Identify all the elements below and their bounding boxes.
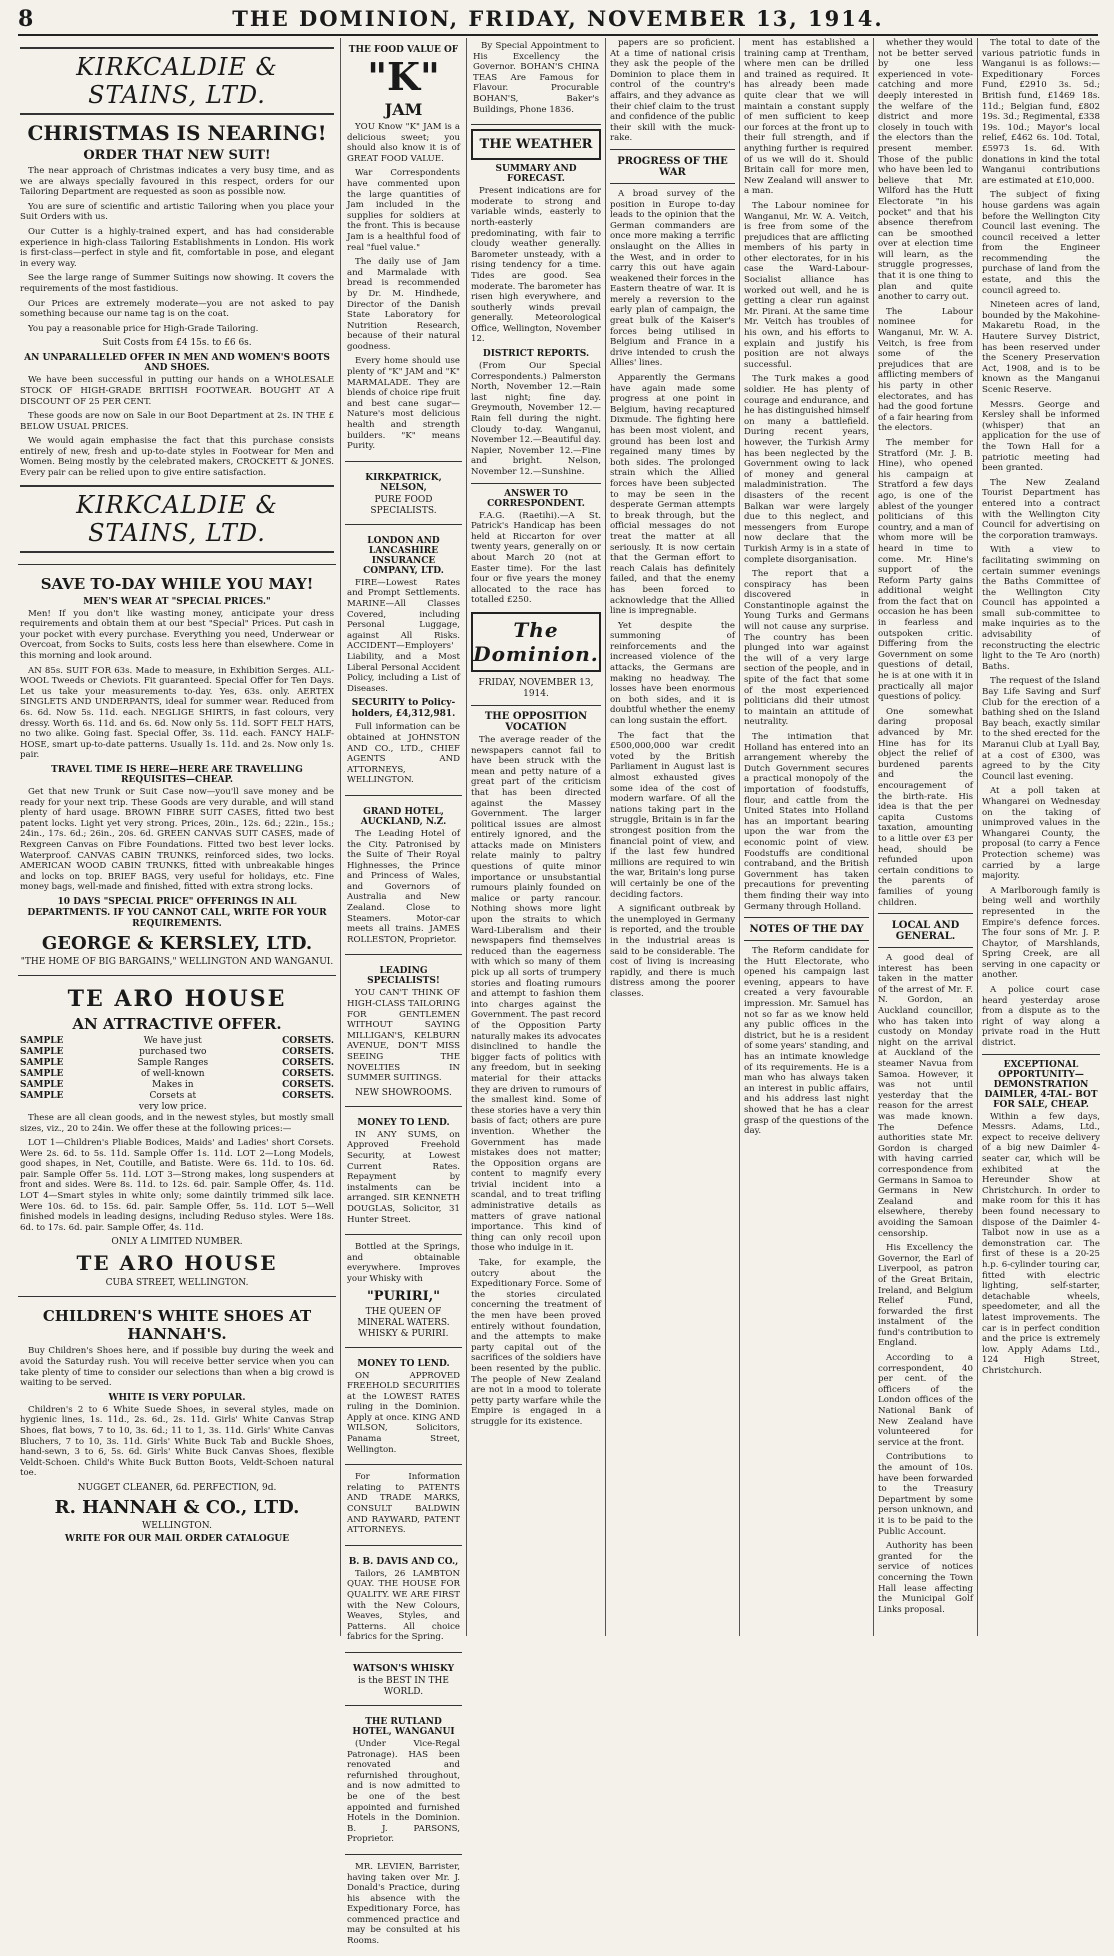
corsets-left xyxy=(20,1036,63,1113)
article-body: Contributions to the amount of 10s. have been forwarded to the Treasury Department by some person unknown, and it is to be paid to the Public Account. xyxy=(878,1452,973,1537)
article-body: A Marlborough family is being well and worthily represented in the Empire's defence forces. The four sons of Mr. J. P. Chaytor, of Marshlands, Spring Creek, are all serving in one capacity or another. xyxy=(982,885,1100,981)
ad-body: ON APPROVED FREEHOLD SECURITIES at the LOWEST RATES ruling in the Dominion. Apply at once. KING AND WILSON, Solicitors, Panama Street, Wellington. xyxy=(347,1370,460,1455)
ad-brand: GEORGE & KERSLEY, LTD. xyxy=(41,932,313,954)
divider xyxy=(471,705,601,706)
article-body: The member for Stratford (Mr. J. B. Hine), who opened his campaign at Stratford a few days ago, is one of the ablest of the younger politicians of this country, and a man of whom more will be heard in time to come. Mr. Hine's support of the Reform Party gains additional weight from the fact that on occasion he has been in fearless and outspoken critic. Differing from the Government on some questions of detail, he is at one with it in practically all major questions of policy. xyxy=(878,437,973,703)
weather-box xyxy=(471,129,601,160)
divider xyxy=(878,947,973,948)
article-body: The Labour nominee for Wanganui, Mr. W. A. Veitch, is free from some of the prejudices that are afflicting members of his party in other electorates, and has had the good fortune of a fair hearing from the electors. xyxy=(878,306,973,434)
ad-body: By Special Appointment to His Excellency the Governor. BOHAN'S CHINA TEAS Are Famous for Flavour. Procurable BOHAN'S, Baker's Buildings, Phone 1836. xyxy=(473,41,599,115)
ad-body: Full information can be obtained at JOHNSTON AND CO., LTD., CHIEF AGENTS AND ATTORNEYS, WELLINGTON. xyxy=(347,722,460,786)
ad-body: These are all clean goods, and in the newest styles, but mostly small sizes, viz., 20 to 24in. We offer these at the following prices:— xyxy=(20,1112,334,1134)
ad-headline: LEADING SPECIALISTS! xyxy=(367,966,440,987)
ad-headline: GRAND HOTEL, AUCKLAND, N.Z. xyxy=(360,806,447,827)
ad-brand-sub: "THE HOME OF BIG BARGAINS," WELLINGTON AND WANGANUI. xyxy=(20,956,334,967)
corset-label: CORSETS. xyxy=(282,1090,334,1101)
corset-label: SAMPLE xyxy=(20,1046,64,1057)
ad-brand: R. HANNAH & CO., LTD. xyxy=(54,1496,300,1518)
column-2 xyxy=(345,38,462,1947)
ad-body: (Under Vice-Regal Patronage). HAS been renovated and refurnished throughout, and is now admitted to be one of the best appointed and furnished Hotels in the Dominion. B. J. PARSONS, Proprietor. xyxy=(347,1738,460,1845)
corset-text: Makes in xyxy=(152,1079,194,1090)
column-rule xyxy=(466,38,467,1636)
section-subheading: DISTRICT REPORTS. xyxy=(482,349,590,360)
ad-headline: MONEY TO LEND. xyxy=(357,1117,450,1128)
ad-body: You pay a reasonable price for High-Grade Tailoring. xyxy=(28,323,259,334)
ad-brand: TE ARO HOUSE xyxy=(67,985,287,1012)
ad-brand: KIRKCALDIE & STAINS, LTD. xyxy=(20,485,334,553)
article-body: The New Zealand Tourist Department has entered into a contract with the Wellington City Council for advertising on the corporation tramways. xyxy=(982,477,1100,541)
column-rule xyxy=(605,38,606,1636)
article-heading: LOCAL AND GENERAL. xyxy=(891,920,960,943)
article-body: The subject of fixing house gardens was again before the Wellington City Council last evening. The council received a letter from the Engineer recommending the purchase of land from the estate, and this the council agreed to. xyxy=(982,190,1100,296)
corsets-right xyxy=(282,1036,334,1113)
ad-brand: TE ARO HOUSE xyxy=(76,1251,278,1276)
ad-levien xyxy=(345,1859,462,1956)
ad-brand-sub: THE QUEEN OF MINERAL WATERS. WHISKY & PURIRI. xyxy=(357,1306,450,1339)
column-5 xyxy=(744,38,869,1636)
ad-headline: THE FOOD VALUE OF xyxy=(348,45,459,55)
ad-items: AN 85s. SUIT FOR 63s. Made to measure, in Exhibition Serges. ALL-WOOL Tweeds or Cheviots. Fit guaranteed. Special Offer for Ten Days. Let us take your measurements to-day. Yes, 63s. only. AERTEX SINGLETS AND UNDERPANTS, ideal for summer wear. Reduced from 6s. 6d. Now 5s. 11d. each. NEGLIGE SHIRTS, in fast colours, very dressy. Worth 6s. 11d. and 6s. 6d. Now only 5s. 11d. SOFT FELT HATS, no two alike. Going fast. Special Offer, 3s. 11d. each. FANCY HALF-HOSE, smart up-to-date patterns. Usually 1s. 11d. and 2s. Now only 1s. pair. xyxy=(20,665,334,761)
article-body: According to a correspondent, 40 per cent. of the officers of the London offices of the National Bank of New Zealand have volunteered for service at the front. xyxy=(878,1353,973,1448)
ad-address: CUBA STREET, WELLINGTON. xyxy=(105,1278,249,1289)
ad-kirkpatrick xyxy=(345,466,462,525)
corset-text: of well-known xyxy=(140,1068,205,1079)
ad-watson xyxy=(345,1657,462,1706)
ad-hannah xyxy=(18,1301,336,1552)
section-heading: THE WEATHER xyxy=(479,137,593,153)
ad-money-douglas xyxy=(345,1111,462,1235)
dominion-nameplate: The Dominion. xyxy=(471,612,601,672)
column-3 xyxy=(471,38,601,1636)
article-body: The request of the Island Bay Life Saving and Surf Club for the erection of a bathing shed on the Island Bay beach, exactly similar to the shed erected for the Maranui Club at Lyall Bay, at a cost of £300, was agreed to by the City Council last evening. xyxy=(982,676,1100,782)
ad-items: Get that new Trunk or Suit Case now—you'll save money and be ready for your next trip. These Goods are very durable, and will stand plenty of hard usage. BROWN FIBRE SUIT CASES, fitted two best patent locks. Light yet very strong. Prices, 20in., 12s. 6d.; 22in., 15s.; 24in., 17s. 6d.; 26in., 20s. 6d. GREEN CANVAS SUIT CASES, made of Rexgreen Canvas on Fibre Foundations. Fitted two best lever locks. Waterproof. CANVAS CABIN TRUNKS, reinforced sides, two locks. AMERICAN WOOD CABIN TRUNKS, fitted with unbreakable hinges and locks on top. BRIEF BAGS, very useful for holidays, etc. Fine money bags, well-made and finished, fitted with extra strong locks. xyxy=(20,786,334,893)
ad-milligan xyxy=(345,959,462,1106)
ad-headline: B. B. DAVIS AND CO., xyxy=(348,1556,459,1567)
article-body: (From Our Special Correspondents.) Palmerston North, November 12.—Rain last night; fine day. Greymouth, November 12.—Rain fell during the night. Cloudy to-day. Wanganui, November 12.—Beautiful day. Napier, November 12.—Fine and bright. Nelson, November 12.—Sunshine. xyxy=(471,361,601,477)
newspaper-title: THE DOMINION, FRIDAY, NOVEMBER 13, 1914. xyxy=(232,6,884,31)
ad-grand-hotel xyxy=(345,800,462,956)
article-body: A good deal of interest has been taken in the matter of the arrest of Mr. F. N. Gordon, an Auckland councillor, who has taken into custody on Monday night on the arrival at Auckland of the steamer Navua from Samoa. However, it was not until yesterday that the reason for the arrest was made known. The Defence authorities state Mr. Gordon is charged with having carried correspondence from Germans in Samoa to Germans in New Zealand and elsewhere, thereby avoiding the Samoan censorship. xyxy=(878,953,973,1239)
section-subheading: SUMMARY AND FORECAST. xyxy=(495,164,577,185)
corset-label: SAMPLE xyxy=(20,1057,64,1068)
article-body: The average reader of the newspapers cannot fail to have been struck with the mean and petty nature of a great part of the criticism that has been directed against the Massey Government. The larger political issues are almost entirely ignored, and the attacks made on Ministers relate mainly to paltry questions of quite minor importance or unsubstantial rumours plainly founded on malice or party rancour. Nothing shows more light upon the straits to which Ward-Liberalism and their newspapers find themselves reduced than the eagerness with which so many of them pick up all sorts of trumpery stories and floating rumours and attempt to fashion them into charges against the Government. The past record of the Opposition Party naturally makes its advocates disinclined to handle the bigger facts of politics with any freedom, but in seeking material for their attacks they are driven to rumours of the smallest kind. Some of these stories have a very thin basis of fact; others are pure invention. Whether the Government has made mistakes does not matter; the Opposition organs are content to magnify every trivial incident into a scandal, and to treat trifling administrative details as matters of grave national importance. This kind of thing can only recoil upon those who indulge in it. xyxy=(471,734,601,1254)
ad-note: WRITE FOR OUR MAIL ORDER CATALOGUE xyxy=(64,1533,290,1544)
ad-subhead: TRAVEL TIME IS HERE—HERE ARE TRAVELLING REQUISITES—CHEAP. xyxy=(51,764,303,785)
divider xyxy=(744,940,869,941)
ad-puriri xyxy=(345,1239,462,1347)
article-body: F.A.G. (Raetihi).—A St. Patrick's Handicap has been held at Riccarton for over twenty years, generally on or about March 20 (not at Easter time). For the last four or five years the money allocated to the race has totalled £250. xyxy=(471,510,601,606)
divider xyxy=(610,149,735,150)
ad-body: See the large range of Summer Suitings now showing. It covers the requirements of the most fastidious. xyxy=(20,273,334,294)
divider xyxy=(982,1054,1100,1055)
column-7 xyxy=(982,38,1100,1636)
ad-subhead: WHITE IS VERY POPULAR. xyxy=(108,1392,246,1403)
ad-headline: KIRKPATRICK, NELSON, xyxy=(365,472,442,493)
article-body: Present indications are for moderate to strong and variable winds, easterly to north-easterly predominating, with fair to cloudy weather generally. Barometer unsteady, with a rising tendency for a time. Tides are good. Sea moderate. The barometer has risen high everywhere, and southerly winds prevail generally. Meteorological Office, Wellington, November 12. xyxy=(471,186,601,345)
ad-body: Within a few days, Messrs. Adams, Ltd., expect to receive delivery of a big new Daimler 4-seater car, which will be exhibited at the Hereunder Show at Christchurch. In order to make room for this it has been found necessary to dispose of the Daimler 4-Talbot now in use as a demonstration car. The first of these is a 20-25 h.p. 6-cylinder touring car, fitted with electric lighting, self-starter, detachable wheels, speedometer, and all the latest improvements. The car is in perfect condition and the price is extremely low. Apply Adams Ltd., 124 High Street, Christchurch. xyxy=(982,1111,1100,1376)
masthead xyxy=(18,4,1098,36)
ad-money-king-wilson xyxy=(345,1352,462,1466)
editorial-heading: THE OPPOSITION VOCATION xyxy=(484,710,588,733)
ad-te-aro-house xyxy=(18,980,336,1298)
ad-headline: CHRISTMAS IS NEARING! xyxy=(27,121,327,145)
ad-body: We would again emphasise the fact that this purchase consists entirely of new, fresh and up-to-date styles in Footwear for Men and Women. Being mostly by the celebrated makers, CROCKETT & JONES. Every pair can be relied upon to give entire satisfaction. xyxy=(20,436,334,479)
ad-body: We have been successful in putting our hands on a WHOLESALE STOCK OF HIGH-GRADE BRITISH FOOTWEAR. BOUGHT AT A DISCOUNT OF 25 PER CENT. xyxy=(20,375,334,407)
ad-note: SECURITY to Policy-holders, £4,312,981. xyxy=(351,698,456,720)
ad-brand: "PURIRI," xyxy=(367,1288,440,1304)
ad-body: These goods are now on Sale in our Boot Department at 2s. IN THE £ BELOW USUAL PRICES. xyxy=(20,411,334,432)
ad-body: The near approach of Christmas indicates a very busy time, and as we are always specially favoured in this respect, orders for our Tailoring Department are requested as soon as possible now. xyxy=(20,166,334,198)
column-rule xyxy=(340,38,341,1636)
ad-brand: JAM xyxy=(384,100,423,119)
article-body: The intimation that Holland has entered into an arrangement whereby the Dutch Government secures a practical monopoly of the importation of foodstuffs, flour, and cattle from the United States into Holland has an important bearing upon the war from the economic point of view. Foodstuffs are conditional contraband, and the British Government has taken precautions for preventing them finding their way into Germany through Holland. xyxy=(744,732,869,912)
ad-london-lancashire xyxy=(345,529,462,796)
corset-text: We have just xyxy=(143,1035,202,1046)
corset-label: SAMPLE xyxy=(20,1068,64,1079)
corset-text: purchased two xyxy=(139,1046,207,1057)
article-body: At a poll taken at Whangarei on Wednesday on the taking of unimproved values in the Whangarei County, the proposal (to carry a Fence Protection scheme) was carried by a large majority. xyxy=(982,786,1100,882)
divider xyxy=(471,483,601,484)
article-body: The fact that the £500,000,000 war credit voted by the British Parliament in August last is almost exhausted gives some idea of the cost of modern warfare. Of all the nations taking part in the struggle, Britain is in far the strongest position from the financial point of view, and if the last few hundred millions are required to win the war, Britain's long purse will certainly be one of the deciding factors. xyxy=(610,730,735,900)
ad-body: You are sure of scientific and artistic Tailoring when you place your Suit Orders with us. xyxy=(20,201,334,223)
ad-headline: EXCEPTIONAL OPPORTUNITY—DEMONSTRATION DAIMLER, 4-TAL- BOT FOR SALE, CHEAP. xyxy=(984,1059,1098,1110)
corset-text: very low price. xyxy=(138,1101,207,1112)
column-6 xyxy=(878,38,973,1636)
ad-price: Suit Costs from £4 15s. to £6 6s. xyxy=(102,338,252,349)
corset-text: Sample Ranges xyxy=(137,1057,209,1068)
article-body: whether they would not be better served by one less experienced in vote-catching and more deeply interested in the welfare of the district and more closely in touch with the electors than the present member. Those of the public who have been led to believe that Mr. Wilford has the Hutt Electorate "in his pocket" and that his absence therefrom can be smoothed over at election time will learn, as the struggle progresses, that it is one thing to plan and quite another to carry out. xyxy=(878,38,973,303)
ad-headline: MONEY TO LEND. xyxy=(357,1358,450,1369)
ad-davis xyxy=(345,1550,462,1653)
article-heading: NOTES OF THE DAY xyxy=(749,924,864,936)
column-4 xyxy=(610,38,735,1636)
corset-label: CORSETS. xyxy=(282,1035,334,1046)
ad-big-letter: "K" xyxy=(367,54,440,99)
ad-headline: WATSON'S WHISKY xyxy=(353,1663,454,1674)
ad-note: NEW SHOWROOMS. xyxy=(355,1087,452,1098)
article-body: A significant outbreak by the unemployed in Germany is reported, and the trouble in the industrial areas is said to be considerable. The cost of living is increasing rapidly, and there is much distress among the poorer classes. xyxy=(610,904,735,999)
ad-body: Every home should use plenty of "K" JAM and "K" MARMALADE. They are blends of choice ripe fruit and best cane sugar—Nature's most delicious health and strength builders. "K" means Purity. xyxy=(347,356,460,452)
ad-body: IN ANY SUMS, on Approved Freehold Security, at Lowest Current Rates. Repayment by instalments can be arranged. SIR KENNETH DOUGLAS, Solicitor, 31 Hunter Street. xyxy=(347,1129,460,1225)
edition-date: FRIDAY, NOVEMBER 13, 1914. xyxy=(478,677,594,699)
ad-headline: LONDON AND LANCASHIRE INSURANCE COMPANY, LTD. xyxy=(363,535,444,576)
column-rule xyxy=(977,38,978,1636)
ad-body: Bottled at the Springs, and obtainable everywhere. Improves your Whisky with xyxy=(347,1242,460,1284)
ad-bohan xyxy=(471,38,601,125)
article-body: The Turk makes a good soldier. He has plenty of courage and endurance, and he has distinguished himself on many a battlefield. During recent years, however, the Turkish Army has been neglected by the Government owing to lack of money and general maladministration. The disasters of the recent Balkan war were largely due to this neglect, and messengers from Europe now declare that the Turkish Army is in a state of complete disorganisation. xyxy=(744,374,869,565)
corset-label: CORSETS. xyxy=(282,1046,334,1057)
ad-body: War Correspondents have commented upon the large quantities of Jam included in the supplies for soldiers at the front. This is because Jam is a healthful food of real "fuel value." xyxy=(347,168,460,253)
column-1 xyxy=(18,38,336,1636)
column-rule xyxy=(873,38,874,1636)
ad-items: LOT 1—Children's Pliable Bodices, Maids' and Ladies' short Corsets. Were 2s. 6d. to 5s. 11d. Sample Offer 1s. 11d. LOT 2—Long Models, good shapes, in Net, Coutille, and Batiste. Were 6s. 11d. to 10s. 6d. pair. Sample Offer 5s. 11d. LOT 3—Strong makes, long suspenders at front and sides. Were 8s. 11d. to 12s. 6d. pair. Sample Offer, 4s. 11d. LOT 4—Smart styles in white only; some daintily trimmed silk lace. Were 10s. 6d. to 15s. 6d. pair. Sample Offer, 5s. 11d. LOT 5—Well finished models in leading designs, including Reduso styles. Were 18s. 6d. to 17s. 6d. pair. Sample Offer, 4s. 11d. xyxy=(20,1138,334,1233)
ad-brand: KIRKCALDIE & STAINS, LTD. xyxy=(20,47,334,115)
article-body: His Excellency the Governor, the Earl of Liverpool, as patron of the Great Britain, Ireland, and Belgium Relief Fund, forwarded the first instalment of the fund's contribution to England. xyxy=(878,1243,973,1349)
ad-rutland xyxy=(345,1710,462,1855)
article-body: The Reform candidate for the Hutt Electorate, who opened his campaign last evening, appears to have created a very favourable impression. Mr. Samuel has not so far as we know held any public offices in the district, but he is a resident of some years' standing, and has an intimate knowledge of its requirements. He is a man who has always taken an interest in public affairs, and his address last night showed that he has a clear grasp of the questions of the day. xyxy=(744,946,870,1137)
corsets-grid xyxy=(20,1036,334,1113)
ad-body: For Information relating to PATENTS AND TRADE MARKS, CONSULT BALDWIN AND RAYWARD, PATENT ATTORNEYS. xyxy=(347,1472,460,1536)
column-rule xyxy=(739,38,740,1636)
ad-items: Children's 2 to 6 White Suede Shoes, in several styles, made on hygienic lines, 1s. 11d., 2s. 6d., 2s. 11d. Girls' White Canvas Strap Shoes, flat bows, 7 to 10, 3s. 6d.; 11 to 1, 3s. 11d. Girls' White Canvas Bluchers, 7 to 10, 3s. 11d. Girls' White Buck Tab and Buckle Shoes, hand-sewn, 3 to 6, 5s. 6d. Girls' White Buck Canvas Shoes, flexible Veldt-Schoen. Child's White Buck Button Boots, Veldt-Schoen natural toe. xyxy=(20,1404,334,1479)
article-body: Messrs. George and Kersley shall be informed (whisper) that an application for the use of the Town Hall for a patriotic meeting had been granted. xyxy=(982,399,1100,474)
corset-label: CORSETS. xyxy=(282,1079,334,1090)
ad-body: YOU CAN'T THINK OF HIGH-CLASS TAILORING FOR GENTLEMEN WITHOUT SAYING MILLIGAN'S, KELBURN AVENUE, DON'T MISS SEEING THE NOVELTIES IN SUMMER SUITINGS. xyxy=(347,988,460,1084)
ad-body: Men! If you don't like wasting money, anticipate your dress requirements and obtain them at our best "Special" Prices. Put cash in your pocket with every purchase. Everything you need, Underwear or Overcoat, from Socks to Suits, costs less here than elsewhere. Come in this morning and look around. xyxy=(20,608,334,662)
ad-headline: SAVE TO-DAY WHILE YOU MAY! xyxy=(40,574,314,593)
corset-label: SAMPLE xyxy=(20,1079,64,1090)
ad-brand-sub: is the BEST IN THE WORLD. xyxy=(358,1675,449,1697)
ad-note: ONLY A LIMITED NUMBER. xyxy=(111,1237,243,1248)
ad-body: YOU Know "K" JAM is a delicious sweet; you should also know it is of GREAT FOOD VALUE. xyxy=(347,122,460,164)
ad-body: Buy Children's Shoes here, and if possible buy during the week and avoid the Saturday rush. You will receive better service when you can take plenty of time to consider our selections than when a big crowd is waiting to be served. xyxy=(20,1346,334,1389)
ad-body: Our Prices are extremely moderate—you are not asked to pay something because our name tag is on the coat. xyxy=(20,298,334,320)
article-body: With a view to facilitating swimming on certain summer evenings the Baths Committee of the Wellington City Council has appointed a small sub-committee to make inquiries as to the advisability of reconstructing the electric light to the Te Aro (north) Baths. xyxy=(982,545,1100,672)
article-body: A broad survey of the position in Europe to-day leads to the opinion that the German commanders are once more making a terrific onslaught on the Allies in the West, and in order to carry this out have again weakened their forces in the Eastern theatre of war. It is merely a reversion to the early plan of campaign, the great bulk of the Kaiser's forces being utilised in Belgium and France in a drive intended to crush the Allies' lines. xyxy=(610,188,735,369)
ad-brand-sub: WELLINGTON. xyxy=(142,1520,212,1531)
divider xyxy=(878,913,973,914)
ad-k-jam xyxy=(345,38,462,462)
ad-subhead: ORDER THAT NEW SUIT! xyxy=(83,148,271,163)
corset-label: CORSETS. xyxy=(282,1057,334,1068)
corset-text: Corsets at xyxy=(149,1090,197,1101)
article-body: Yet despite the summoning of reinforcements and the increased violence of the attacks, the Germans are making no headway. The losses have been enormous on both sides, and it is doubtful whether the enemy can long sustain the effort. xyxy=(610,620,735,727)
article-body: Nineteen acres of land, bounded by the Makohine-Makaretu Road, in the Hautere Survey District, has been reserved under the Scenery Preservation Act, 1908, and is to be known as the Manganui Scenic Reserve. xyxy=(982,300,1100,395)
ad-note: 10 DAYS "SPECIAL PRICE" OFFERINGS IN ALL DEPARTMENTS. IF YOU CANNOT CALL, WRITE FOR YOUR REQUIREMENTS. xyxy=(27,896,327,929)
ad-body: The Leading Hotel of the City. Patronised by the Suite of Their Royal Highnesses, the Prince and Princess of Wales, and Governors of Australia and New Zealand. Close to Steamers. Motor-car meets all trains. JAMES ROLLESTON, Proprietor. xyxy=(347,828,460,945)
ad-body: Tailors, 26 LAMBTON QUAY. THE HOUSE FOR QUALITY. WE ARE FIRST with the New Colours, Weaves, Styles, and Patterns. All choice fabrics for the Spring. xyxy=(347,1568,460,1643)
ad-subhead: MEN'S WEAR AT "SPECIAL PRICES." xyxy=(83,596,271,607)
ad-body: Our Cutter is a highly-trained expert, and has had considerable experience in high-class Tailoring Establishments in London. His work is first-class—perfect in style and fit, comfortable in pose, and elegant in every way. xyxy=(20,226,334,269)
ad-brand-sub: PURE FOOD SPECIALISTS. xyxy=(370,494,437,516)
article-body: Authority has been granted for the service of notices concerning the Town Hall lease affecting the Municipal Golf Links proposal. xyxy=(878,1541,973,1615)
ad-body: FIRE—Lowest Rates and Prompt Settlements. MARINE—All Classes Covered, including Personal Luggage, against All Risks. ACCIDENT—Employers' Liability, and a Most Liberal Personal Accident Policy, including a List of Diseases. xyxy=(347,577,460,694)
article-body: ment has established a training camp at Trentham, where men can be drilled and trained as required. It has already been made quite clear that we will maintain a constant supply of men sufficient to keep our forces at the front up to their full strength, and if anything further is required of us we will do it. Should Britain call for more men, New Zealand will answer to a man. xyxy=(744,38,869,197)
ad-george-kersley xyxy=(18,569,336,976)
ad-headline: THE RUTLAND HOTEL, WANGANUI xyxy=(352,1716,455,1737)
ad-body: The daily use of Jam and Marmalade with bread is recommended by Dr. M. Hindhede, Director of the Danish State Laboratory for Nutrition Research, because of their natural goodness. xyxy=(347,257,460,352)
article-body: Take, for example, the outcry about the Expeditionary Force. Some of the stories circulated concerning the treatment of the men have been proved entirely without foundation, and the attempts to make party capital out of the sacrifices of the soldiers have been resented by the public. The people of New Zealand are not in a mood to tolerate petty party warfare while the Empire is engaged in a struggle for its existence. xyxy=(471,1258,601,1427)
ad-patents xyxy=(345,1469,462,1546)
ad-note: NUGGET CLEANER, 6d. PERFECTION, 9d. xyxy=(77,1482,277,1493)
article-body: Apparently the Germans have again made some progress at one point in Belgium, having recaptured Dixmude. The fighting here has been most violent, and ground has been lost and regained many times by both sides. The prolonged strain which the Allied forces have been subjected to may be seen in the desperate German attempts to break through, but the official messages do not treat the matter at all seriously. It is now certain that the German effort to reach Calais has definitely failed, and that the enemy has been forced to acknowledge that the Allied line is impregnable. xyxy=(610,373,735,617)
article-body: papers are so proficient. At a time of national crisis they ask the people of the Dominion to place them in control of the country's affairs, and they advance as their chief claim to the trust and confidence of the public their skill with the muck-rake. xyxy=(610,38,735,144)
article-heading: PROGRESS OF THE WAR xyxy=(617,155,728,178)
corset-label: CORSETS. xyxy=(282,1068,334,1079)
ad-body: MR. LEVIEN, Barrister, having taken over Mr. J. Donald's Practice, during his absence with the Expeditionary Force, has commenced practice and may be consulted at his Rooms. xyxy=(347,1861,460,1947)
ad-subhead: AN UNPARALLELED OFFER IN MEN AND WOMEN'S BOOTS AND SHOES. xyxy=(24,353,330,374)
article-body: The Labour nominee for Wanganui, Mr. W. A. Veitch, is free from some of the prejudices that are afflicting members of his party in other electorates, for in his case the Ward-Labour-Socialist alliance has worked out well, and he is getting a clear run against Mr. Pirani. At the same time Mr. Veitch has troubles of his own, and his efforts to explain and justify his position are not always successful. xyxy=(744,200,869,370)
ad-headline: CHILDREN'S WHITE SHOES AT HANNAH'S. xyxy=(42,1307,312,1344)
ad-kirkcaldie-stains xyxy=(18,38,336,565)
corset-label: SAMPLE xyxy=(20,1035,64,1046)
section-subheading: ANSWER TO CORRESPONDENT. xyxy=(487,488,585,509)
divider xyxy=(610,183,735,184)
article-body: One somewhat daring proposal advanced by Mr. Hine has for its object the relief of burdened parents and the encouragement of the birth-rate. His idea is that the per capita Customs taxation, amounting to a little over £3 per head, should be refunded upon certain conditions to the parents of families of young children. xyxy=(878,706,973,908)
ad-headline: AN ATTRACTIVE OFFER. xyxy=(72,1014,282,1033)
page-number: 8 xyxy=(18,6,34,32)
article-body: A police court case heard yesterday arose from a dispute as to the right of way along a private road in the Hutt district. xyxy=(982,985,1100,1049)
article-body: The report that a conspiracy has been discovered in Constantinople against the Young Turks and Germans will not cause any surprise. The country has been plunged into war against the will of a very large section of the people, and in spite of the fact that some of the most experienced politicians did their utmost to maintain an attitude of neutrality. xyxy=(744,569,869,728)
corsets-mid xyxy=(137,1036,208,1113)
article-body: The total to date of the various patriotic funds in Wanganui is as follows:—Expeditionary Forces Fund, £2910 3s. 5d.; British fund, £1469 18s. 11d.; Belgian fund, £802 19s. 3d.; Regimental, £338 19s. 10d.; Mayor's local relief, £462 6s. 10d. Total, £5973 1s. 6d. With donations in kind the total Wanganui contributions are estimated at £10,000. xyxy=(982,38,1100,186)
corset-label: SAMPLE xyxy=(20,1090,64,1101)
divider xyxy=(744,917,869,918)
